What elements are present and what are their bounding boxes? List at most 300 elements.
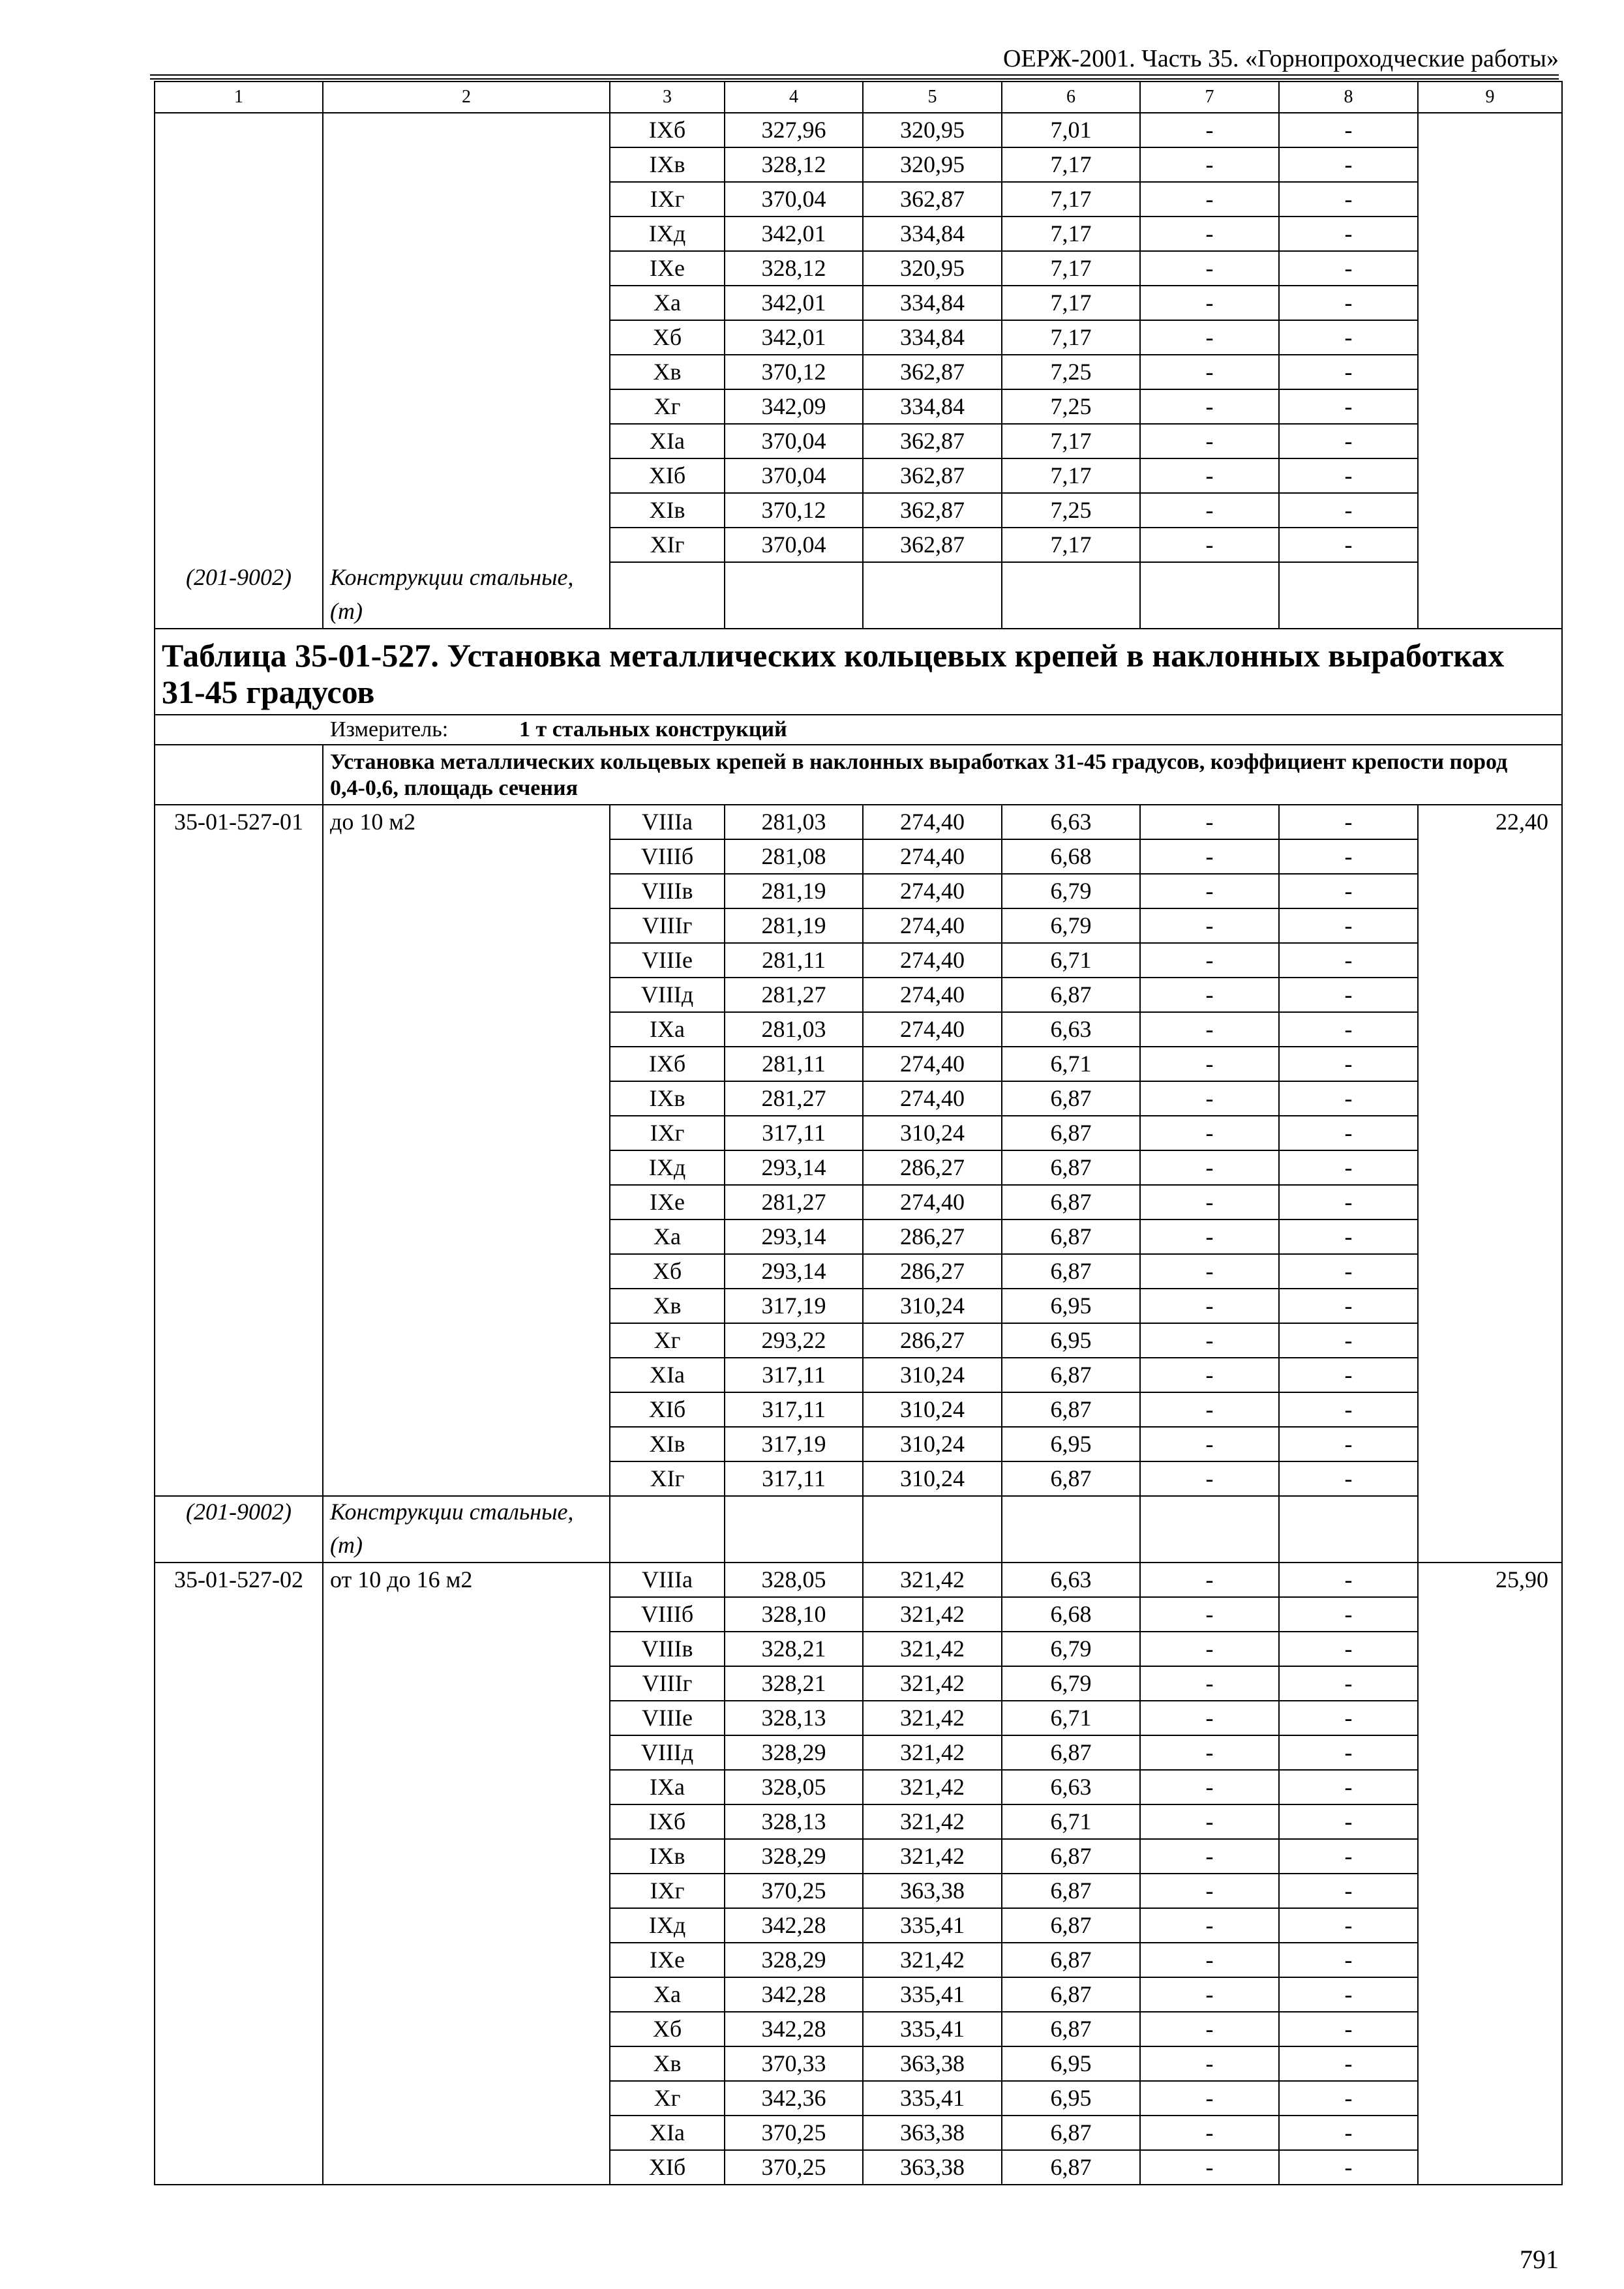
table-cell: 310,24 (863, 1116, 1002, 1150)
table-cell: 274,40 (863, 1047, 1002, 1081)
table-cell: - (1140, 389, 1279, 424)
table-cell: - (1140, 2150, 1279, 2185)
table-cell: Xг (610, 389, 725, 424)
table-cell: Xб (610, 320, 725, 355)
table-cell: 334,84 (863, 389, 1002, 424)
table-cell: 7,25 (1002, 355, 1140, 389)
table-cell: VIIIб (610, 839, 725, 874)
empty-cell (1002, 1531, 1140, 1563)
rate-col9: 25,90 (1418, 1563, 1562, 2185)
table-cell: 321,42 (863, 1597, 1002, 1632)
table-cell: XIв (610, 1427, 725, 1461)
table-cell: - (1279, 320, 1418, 355)
table-cell: 6,71 (1002, 943, 1140, 978)
table-cell: 274,40 (863, 839, 1002, 874)
table-cell: 274,40 (863, 874, 1002, 908)
table-cell: - (1140, 182, 1279, 217)
table-cell: VIIIв (610, 1632, 725, 1666)
table-cell: - (1279, 1804, 1418, 1839)
table-cell: 281,27 (725, 1081, 863, 1116)
table-cell: 281,11 (725, 1047, 863, 1081)
table-cell: 281,08 (725, 839, 863, 874)
table-cell: 293,14 (725, 1150, 863, 1185)
table-cell: IXе (610, 1943, 725, 1977)
table-cell: 320,95 (863, 113, 1002, 147)
table-cell: VIIIа (610, 1563, 725, 1597)
table-cell: 281,19 (725, 874, 863, 908)
table-cell: - (1140, 874, 1279, 908)
empty-cell (155, 1531, 323, 1563)
table-cell: XIб (610, 458, 725, 493)
table-cell: 370,33 (725, 2046, 863, 2081)
empty-cell (725, 597, 863, 629)
table-cell: Xб (610, 1254, 725, 1289)
table-cell: - (1140, 2046, 1279, 2081)
header-rule (150, 74, 1559, 76)
table-cell: - (1140, 1081, 1279, 1116)
empty-cell (1002, 1496, 1140, 1531)
table-cell: 342,01 (725, 217, 863, 251)
table-cell: - (1279, 1977, 1418, 2012)
table-cell: VIIIе (610, 943, 725, 978)
column-number: 2 (323, 82, 610, 113)
table-cell: - (1279, 2116, 1418, 2150)
table-cell: - (1140, 493, 1279, 528)
table-cell: 6,87 (1002, 2012, 1140, 2046)
table-cell: 342,36 (725, 2081, 863, 2116)
rate-code: 35-01-527-01 (155, 805, 323, 1496)
table-cell: 7,17 (1002, 528, 1140, 562)
table-cell: 370,12 (725, 493, 863, 528)
table-cell: - (1140, 839, 1279, 874)
empty-cell (155, 597, 323, 629)
table-cell: 6,87 (1002, 1874, 1140, 1908)
table-cell: Xа (610, 1219, 725, 1254)
table-cell: 317,19 (725, 1427, 863, 1461)
table-cell: - (1279, 1735, 1418, 1770)
table-cell: - (1279, 1185, 1418, 1219)
table-cell: 334,84 (863, 320, 1002, 355)
table-cell: - (1279, 1323, 1418, 1358)
table-cell: IXд (610, 1908, 725, 1943)
table-cell: - (1279, 1597, 1418, 1632)
table-cell: - (1140, 286, 1279, 320)
table-cell: 6,87 (1002, 1839, 1140, 1874)
table-cell: IXб (610, 113, 725, 147)
table-cell: 370,25 (725, 1874, 863, 1908)
table-cell: 293,14 (725, 1254, 863, 1289)
table-description: Установка металлических кольцевых крепей в наклонных выработках 31-45 градусов, коэффициент крепости пород 0,4-0,6, площадь сечения (323, 745, 1562, 805)
table-cell: 6,87 (1002, 1150, 1140, 1185)
table-cell: - (1140, 1563, 1279, 1597)
table-cell: Xв (610, 355, 725, 389)
table-cell: - (1279, 1254, 1418, 1289)
table-cell: IXб (610, 1804, 725, 1839)
resource-unit: (т) (323, 597, 610, 629)
description-row (155, 745, 1562, 805)
table-cell: 6,87 (1002, 1116, 1140, 1150)
table-cell: - (1279, 424, 1418, 458)
table-cell: 370,04 (725, 182, 863, 217)
table-cell: - (1279, 1701, 1418, 1735)
table-cell: 321,42 (863, 1632, 1002, 1666)
table-cell: 274,40 (863, 908, 1002, 943)
table-cell: 335,41 (863, 2012, 1002, 2046)
table-cell: VIIIг (610, 908, 725, 943)
table-cell: - (1140, 424, 1279, 458)
table-cell: Xб (610, 2012, 725, 2046)
table-cell: XIг (610, 528, 725, 562)
table-cell: - (1140, 805, 1279, 839)
table-cell: - (1140, 320, 1279, 355)
table-cell: 286,27 (863, 1323, 1002, 1358)
column-number: 6 (1002, 82, 1140, 113)
table-cell: 6,63 (1002, 1770, 1140, 1804)
table-cell: VIIIе (610, 1701, 725, 1735)
table-cell: IXв (610, 147, 725, 182)
empty-cell (610, 1531, 725, 1563)
table-cell: - (1140, 355, 1279, 389)
table-cell: 6,68 (1002, 1597, 1140, 1632)
table-cell: 321,42 (863, 1943, 1002, 1977)
table-cell: 328,12 (725, 147, 863, 182)
table-cell: IXа (610, 1012, 725, 1047)
table-cell: - (1279, 1770, 1418, 1804)
table-cell: 6,63 (1002, 1563, 1140, 1597)
empty-cell (863, 1496, 1002, 1531)
table-cell: Xг (610, 1323, 725, 1358)
table-cell: - (1279, 1461, 1418, 1496)
table-cell: 310,24 (863, 1427, 1002, 1461)
measure-cell (155, 715, 1562, 745)
column-number: 4 (725, 82, 863, 113)
table-cell: 335,41 (863, 2081, 1002, 2116)
table-cell: 362,87 (863, 424, 1002, 458)
table-cell: - (1140, 1116, 1279, 1150)
table-cell: - (1279, 1219, 1418, 1254)
table-cell: 6,87 (1002, 1943, 1140, 1977)
column-number: 1 (155, 82, 323, 113)
table-cell: IXг (610, 1874, 725, 1908)
table-cell: 310,24 (863, 1358, 1002, 1392)
table-cell: 6,68 (1002, 839, 1140, 874)
table-cell: 274,40 (863, 1012, 1002, 1047)
table-cell: 6,79 (1002, 874, 1140, 908)
table-cell: 6,71 (1002, 1047, 1140, 1081)
column-number: 7 (1140, 82, 1279, 113)
table-cell: 370,25 (725, 2116, 863, 2150)
table-cell: 7,25 (1002, 389, 1140, 424)
table-cell: 286,27 (863, 1150, 1002, 1185)
resource-row-unit (155, 1531, 1562, 1563)
table-cell: 362,87 (863, 528, 1002, 562)
table-cell: 321,42 (863, 1839, 1002, 1874)
table-cell: 363,38 (863, 2046, 1002, 2081)
table-cell: - (1140, 1150, 1279, 1185)
table-cell: - (1279, 251, 1418, 286)
table-cell: Xа (610, 1977, 725, 2012)
resource-unit: (т) (323, 1531, 610, 1563)
table-cell: - (1279, 458, 1418, 493)
rate-col9: 22,40 (1418, 805, 1562, 1563)
table-cell: IXг (610, 1116, 725, 1150)
table-cell: 317,11 (725, 1358, 863, 1392)
table-title-row (155, 629, 1562, 715)
table-cell: - (1140, 1358, 1279, 1392)
table-cell: - (1140, 217, 1279, 251)
table-cell: - (1140, 1461, 1279, 1496)
table-title: Таблица 35-01-527. Установка металлических кольцевых крепей в наклонных выработках 31-45 градусов (155, 629, 1562, 715)
table-cell: 6,95 (1002, 1289, 1140, 1323)
empty-cell (610, 597, 725, 629)
table-cell: 6,87 (1002, 1358, 1140, 1392)
rates-table (154, 81, 1563, 2185)
table-cell: 317,19 (725, 1289, 863, 1323)
table-cell: 6,87 (1002, 1461, 1140, 1496)
table-cell: 6,87 (1002, 1254, 1140, 1289)
table-cell: 274,40 (863, 1185, 1002, 1219)
table-cell: - (1279, 1116, 1418, 1150)
resource-row (155, 1496, 1562, 1531)
table-cell: VIIIд (610, 1735, 725, 1770)
table-cell: 6,79 (1002, 908, 1140, 943)
empty-cell (1140, 597, 1279, 629)
table-cell: 286,27 (863, 1254, 1002, 1289)
table-cell: - (1140, 978, 1279, 1012)
table-cell: XIа (610, 1358, 725, 1392)
table-cell: - (1279, 182, 1418, 217)
table-cell: 328,05 (725, 1563, 863, 1597)
table-cell: - (1279, 217, 1418, 251)
table-cell: 370,12 (725, 355, 863, 389)
table-cell: 6,95 (1002, 2081, 1140, 2116)
table-cell: 334,84 (863, 217, 1002, 251)
table-cell: IXе (610, 1185, 725, 1219)
table-cell: IXв (610, 1839, 725, 1874)
table-cell: - (1279, 355, 1418, 389)
col9-cell (1418, 113, 1562, 629)
table-cell: - (1140, 2081, 1279, 2116)
column-numbers-row (155, 82, 1562, 113)
table-cell: IXд (610, 217, 725, 251)
table-cell: 335,41 (863, 1977, 1002, 2012)
table-cell: - (1279, 1047, 1418, 1081)
table-cell: 293,14 (725, 1219, 863, 1254)
table-cell: - (1279, 1839, 1418, 1874)
table-cell: 320,95 (863, 147, 1002, 182)
table-cell: - (1140, 1804, 1279, 1839)
table-cell: XIб (610, 1392, 725, 1427)
table-cell: - (1279, 943, 1418, 978)
table-cell: 286,27 (863, 1219, 1002, 1254)
table-cell: 6,87 (1002, 978, 1140, 1012)
table-cell: 6,87 (1002, 1081, 1140, 1116)
header-rule-double (150, 78, 1559, 80)
table-cell: 7,17 (1002, 251, 1140, 286)
table-cell: 370,25 (725, 2150, 863, 2185)
table-cell: 321,42 (863, 1666, 1002, 1701)
resource-row (155, 562, 1562, 597)
table-cell: IXв (610, 1081, 725, 1116)
empty-cell (863, 597, 1002, 629)
table-cell: - (1279, 113, 1418, 147)
table-cell: 321,42 (863, 1563, 1002, 1597)
table-cell: - (1279, 1289, 1418, 1323)
table-cell: 6,71 (1002, 1701, 1140, 1735)
table-cell: 362,87 (863, 182, 1002, 217)
table-cell: 328,29 (725, 1735, 863, 1770)
empty-cell (725, 1531, 863, 1563)
table-cell: - (1140, 908, 1279, 943)
table-cell: - (1279, 389, 1418, 424)
measure-row (155, 715, 1562, 745)
table-cell: 7,17 (1002, 424, 1140, 458)
table-cell: - (1140, 1597, 1279, 1632)
table-cell: IXг (610, 182, 725, 217)
table-cell: - (1279, 1908, 1418, 1943)
table-cell: - (1140, 2012, 1279, 2046)
table-row (155, 805, 1562, 839)
table-cell: 321,42 (863, 1735, 1002, 1770)
table-cell: 6,63 (1002, 805, 1140, 839)
table-cell: 335,41 (863, 1908, 1002, 1943)
table-cell: 6,95 (1002, 1323, 1140, 1358)
resource-code: (201-9002) (155, 1496, 323, 1531)
table-cell: 342,28 (725, 1908, 863, 1943)
table-cell: - (1279, 1427, 1418, 1461)
table-cell: - (1140, 1012, 1279, 1047)
table-cell: 320,95 (863, 251, 1002, 286)
empty-cell (1002, 562, 1140, 597)
table-cell: 342,01 (725, 286, 863, 320)
table-cell: 317,11 (725, 1392, 863, 1427)
table-cell: 362,87 (863, 458, 1002, 493)
empty-cell (863, 562, 1002, 597)
table-cell: 281,19 (725, 908, 863, 943)
table-cell: 281,03 (725, 805, 863, 839)
table-cell: 321,42 (863, 1804, 1002, 1839)
table-cell: 6,87 (1002, 1735, 1140, 1770)
empty-cell (863, 1531, 1002, 1563)
table-cell: 7,17 (1002, 320, 1140, 355)
table-cell: - (1279, 493, 1418, 528)
table-cell: 310,24 (863, 1289, 1002, 1323)
table-cell: 6,87 (1002, 1908, 1140, 1943)
table-cell: - (1140, 1908, 1279, 1943)
table-cell: 342,09 (725, 389, 863, 424)
table-cell: - (1140, 1632, 1279, 1666)
table-cell: IXа (610, 1770, 725, 1804)
table-cell: - (1279, 147, 1418, 182)
table-cell: 7,01 (1002, 113, 1140, 147)
table-cell: 328,13 (725, 1804, 863, 1839)
table-cell: 293,22 (725, 1323, 863, 1358)
table-cell: 317,11 (725, 1116, 863, 1150)
table-cell: 274,40 (863, 978, 1002, 1012)
table-cell: - (1279, 2150, 1418, 2185)
table-cell: 342,01 (725, 320, 863, 355)
table-cell: 328,21 (725, 1632, 863, 1666)
table-cell: 7,17 (1002, 286, 1140, 320)
empty-cell (610, 1496, 725, 1531)
table-cell: 281,03 (725, 1012, 863, 1047)
table-cell: - (1279, 1150, 1418, 1185)
table-cell: 6,95 (1002, 2046, 1140, 2081)
table-cell: 7,17 (1002, 182, 1140, 217)
table-cell: - (1279, 1392, 1418, 1427)
table-cell: 328,10 (725, 1597, 863, 1632)
table-cell: - (1140, 1770, 1279, 1804)
page-number: 791 (1520, 2245, 1559, 2274)
table-cell: - (1140, 1219, 1279, 1254)
table-cell: - (1279, 1081, 1418, 1116)
table-cell: - (1279, 2081, 1418, 2116)
resource-code: (201-9002) (155, 562, 323, 597)
table-cell: 328,12 (725, 251, 863, 286)
column-number: 8 (1279, 82, 1418, 113)
table-cell: 6,87 (1002, 1185, 1140, 1219)
resource-name: Конструкции стальные, (323, 1496, 610, 1531)
table-cell: 281,11 (725, 943, 863, 978)
table-cell: 7,17 (1002, 217, 1140, 251)
rate-name: от 10 до 16 м2 (323, 1563, 610, 2185)
empty-cell (725, 562, 863, 597)
table-cell: 274,40 (863, 1081, 1002, 1116)
table-cell: - (1140, 458, 1279, 493)
table-cell: 6,87 (1002, 2116, 1140, 2150)
table-cell: 370,04 (725, 458, 863, 493)
table-cell: 7,17 (1002, 458, 1140, 493)
table-cell: - (1140, 1943, 1279, 1977)
table-cell: VIIIб (610, 1597, 725, 1632)
table-cell: - (1140, 2116, 1279, 2150)
table-cell: Xа (610, 286, 725, 320)
table-cell: XIг (610, 1461, 725, 1496)
rate-name: до 10 м2 (323, 805, 610, 1496)
table-cell: - (1279, 839, 1418, 874)
table-cell: - (1140, 1666, 1279, 1701)
table-cell: 321,42 (863, 1701, 1002, 1735)
table-cell: Xв (610, 2046, 725, 2081)
measure-value: 1 т стальных конструкций (519, 717, 787, 741)
table-cell: 6,63 (1002, 1012, 1140, 1047)
table-cell: - (1140, 113, 1279, 147)
table-cell: 370,04 (725, 424, 863, 458)
table-cell: 6,87 (1002, 2150, 1140, 2185)
table-cell: - (1279, 1666, 1418, 1701)
table-cell: 6,95 (1002, 1427, 1140, 1461)
table-cell: - (1279, 805, 1418, 839)
table-cell: Xг (610, 2081, 725, 2116)
empty-cell (1140, 1531, 1279, 1563)
table-cell: - (1140, 1874, 1279, 1908)
table-cell: - (1140, 1289, 1279, 1323)
name-cell (323, 113, 610, 562)
resource-row-unit (155, 597, 1562, 629)
table-cell: VIIIг (610, 1666, 725, 1701)
table-cell: 6,87 (1002, 1392, 1140, 1427)
rate-code: 35-01-527-02 (155, 1563, 323, 2185)
table-cell: 370,04 (725, 528, 863, 562)
table-cell: 7,25 (1002, 493, 1140, 528)
table-row (155, 113, 1562, 147)
table-cell: 328,05 (725, 1770, 863, 1804)
table-cell: VIIIв (610, 874, 725, 908)
table-cell: 281,27 (725, 1185, 863, 1219)
table-cell: XIб (610, 2150, 725, 2185)
table-cell: 363,38 (863, 2150, 1002, 2185)
table-cell: - (1279, 1012, 1418, 1047)
